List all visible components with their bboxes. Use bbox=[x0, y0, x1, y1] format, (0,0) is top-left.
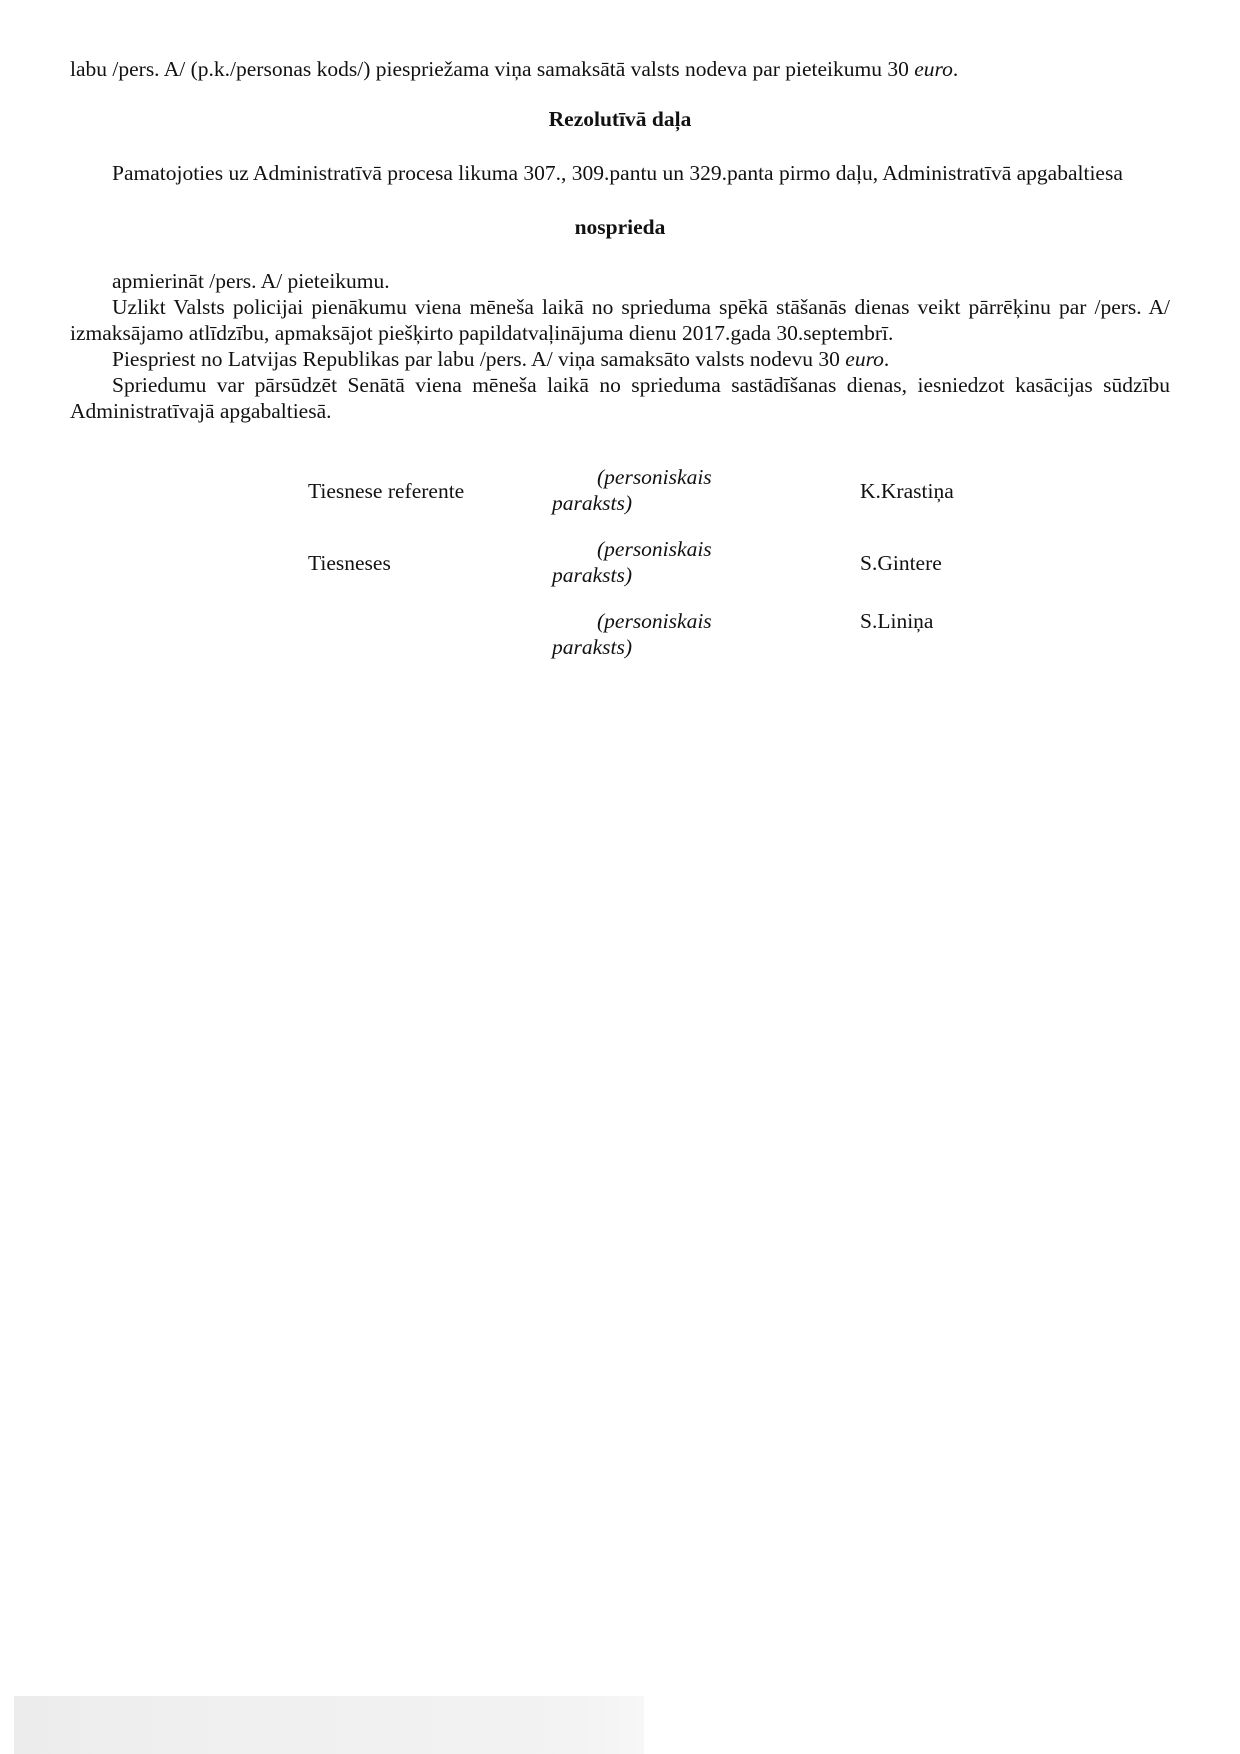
judge-name: S.Liniņa bbox=[860, 609, 934, 633]
judge-name: K.Krastiņa bbox=[860, 479, 954, 503]
judge-name: S.Gintere bbox=[860, 551, 942, 575]
ruling-fee-end: . bbox=[883, 347, 890, 371]
signature-row bbox=[308, 606, 1008, 660]
signature-row bbox=[308, 534, 1008, 606]
ruling-fee-currency: euro bbox=[845, 347, 884, 371]
ruling-satisfy-application: apmierināt /pers. A/ pieteikumu. bbox=[112, 269, 390, 293]
personal-signature-note: (personiskais paraksts) bbox=[552, 537, 712, 587]
intro-paragraph bbox=[70, 56, 1170, 82]
intro-currency: euro bbox=[914, 57, 953, 81]
personal-signature-note: (personiskais paraksts) bbox=[552, 465, 712, 515]
heading-decides: nosprieda bbox=[574, 215, 666, 239]
judge-role: Tiesneses bbox=[308, 551, 391, 575]
heading-resolutive-part: Rezolutīvā daļa bbox=[548, 107, 692, 131]
personal-signature-note: (personiskais paraksts) bbox=[552, 609, 712, 659]
ruling-fee-award bbox=[70, 346, 1170, 372]
ruling-obligation-police: Uzlikt Valsts policijai pienākumu viena mēneša laikā no sprieduma spēkā stāšanās dienas veikt pārrēķinu par /pers. A/ izmaksājamo atlīdzību, apmaksājot piešķirto papildatvaļinājuma dienu 2017.gada 30.septembrī. bbox=[70, 295, 1170, 345]
intro-text: labu /pers. A/ (p.k./personas kods/) piespriežama viņa samaksātā valsts nodeva par pieteikumu 30 bbox=[70, 57, 915, 81]
judge-role: Tiesnese referente bbox=[308, 479, 465, 503]
signature-row bbox=[308, 462, 1008, 534]
intro-end: . bbox=[952, 57, 959, 81]
legal-basis-paragraph: Pamatojoties uz Administratīvā procesa likuma 307., 309.pantu un 329.panta pirmo daļu, Administratīvā apgabaltiesa bbox=[112, 161, 1123, 185]
footer-bar bbox=[14, 1696, 644, 1754]
ruling-fee-text: Piespriest no Latvijas Republikas par labu /pers. A/ viņa samaksāto valsts nodevu 30 bbox=[112, 347, 846, 371]
ruling-appeal-notice: Spriedumu var pārsūdzēt Senātā viena mēneša laikā no sprieduma sastādīšanas dienas, iesniedzot kasācijas sūdzību Administratīvajā apgabaltiesā. bbox=[70, 373, 1170, 423]
signature-block bbox=[308, 462, 1008, 660]
document-page bbox=[70, 56, 1170, 424]
